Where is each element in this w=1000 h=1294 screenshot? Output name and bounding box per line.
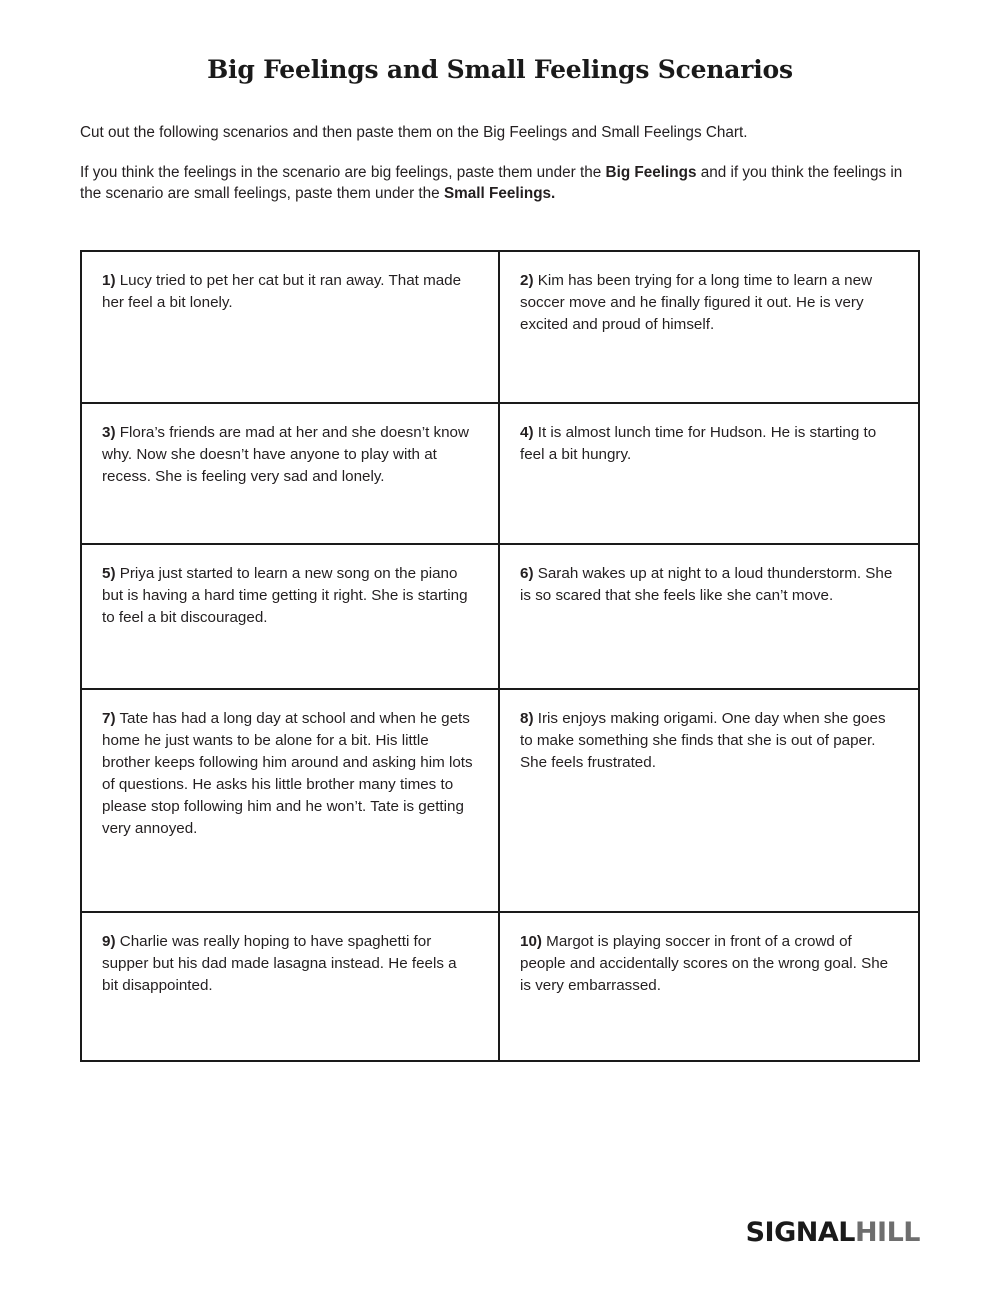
instruction-2-emphasis-big: Big Feelings [605,163,697,181]
scenario-row [82,545,918,690]
scenario-card-9[interactable] [82,913,500,1060]
logo [746,1217,920,1248]
scenario-card-7[interactable] [82,690,500,911]
scenario-card-3[interactable] [82,404,500,543]
logo-text-primary: SIGNAL [745,1217,855,1248]
scenario-card-1[interactable] [82,252,500,402]
instruction-2-text-a: If you think the feelings in the scenario are big feelings, paste them under the [80,163,606,181]
scenario-text: Iris enjoys making origami. One day when she goes to make something she finds that she is out of paper. She feels frustrated. [520,710,886,772]
scenario-card-10[interactable] [500,913,918,1060]
scenario-text: Margot is playing soccer in front of a crowd of people and accidentally scores on the wrong goal. She is very embarrassed. [520,933,889,995]
scenario-number: 10) [520,933,542,950]
scenario-text: Charlie was really hoping to have spaghetti for supper but his dad made lasagna instead. He feels a bit disappointed. [102,933,457,995]
logo-text-secondary: HILL [854,1217,920,1248]
instruction-line-1: Cut out the following scenarios and then paste them on the Big Feelings and Small Feelings Chart. [80,124,748,141]
scenario-text: Flora’s friends are mad at her and she doesn’t know why. Now she doesn’t have anyone to play with at recess. She is feeling very sad and lonely. [102,424,469,486]
scenario-number: 8) [520,710,534,727]
scenario-text: Sarah wakes up at night to a loud thunderstorm. She is so scared that she feels like she can’t move. [520,565,893,605]
scenario-number: 4) [520,424,534,441]
scenario-text: Lucy tried to pet her cat but it ran away. That made her feel a bit lonely. [102,272,462,312]
scenario-number: 6) [520,565,534,582]
scenario-text: Priya just started to learn a new song on the piano but is having a hard time getting it right. She is starting to feel a bit discouraged. [102,565,468,627]
scenario-card-2[interactable] [500,252,918,402]
page-title: Big Feelings and Small Feelings Scenarios [207,55,793,84]
scenario-number: 5) [102,565,116,582]
scenario-number: 7) [102,710,116,727]
scenario-grid [80,250,920,1062]
scenario-row [82,252,918,404]
scenario-number: 2) [520,272,534,289]
scenario-number: 1) [102,272,116,289]
scenario-text: Tate has had a long day at school and when he gets home he just wants to be alone for a bit. His little brother keeps following him around and asking him lots of questions. He asks his little brother many times to please stop following him and he won’t. Tate is getting very annoyed. [102,710,473,838]
scenario-row [82,913,918,1060]
instruction-2-text-b: and if you think the feelings in the scenario are small feelings, paste them under the [80,163,903,203]
instruction-2-emphasis-small: Small Feelings. [443,185,556,203]
scenario-card-8[interactable] [500,690,918,911]
scenario-row [82,690,918,913]
scenario-text: Kim has been trying for a long time to learn a new soccer move and he finally figured it out. He is very excited and proud of himself. [520,272,873,334]
instructions [80,84,920,205]
scenario-text: It is almost lunch time for Hudson. He is starting to feel a bit hungry. [520,424,877,464]
scenario-card-4[interactable] [500,404,918,543]
scenario-card-5[interactable] [82,545,500,688]
instruction-line-2 [80,162,920,205]
scenario-number: 9) [102,933,116,950]
scenario-card-6[interactable] [500,545,918,688]
scenario-number: 3) [102,424,116,441]
scenario-row [82,404,918,545]
